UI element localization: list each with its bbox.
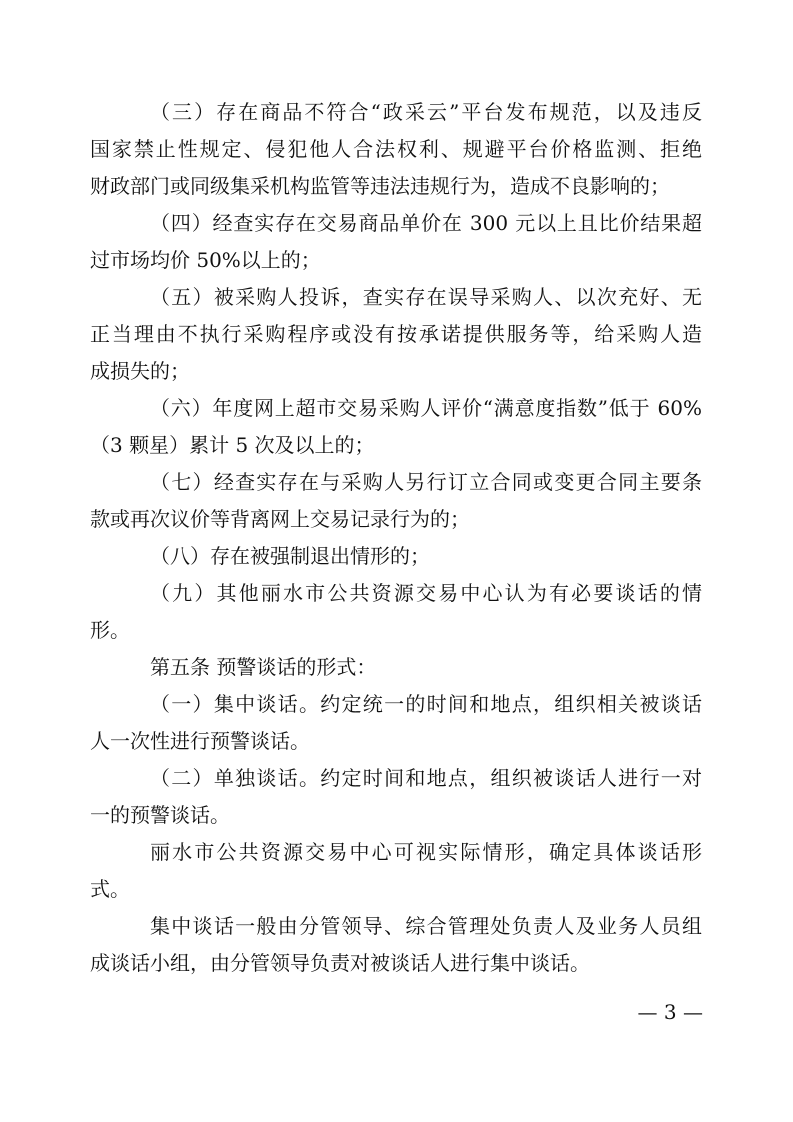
text-line: （六）年度网上超市交易采购人评价“满意度指数”低于 60% [150,396,702,420]
text-line: 式。 [90,877,130,901]
text-line: 成谈话小组，由分管领导负责对被谈话人进行集中谈话。 [90,951,590,975]
text-line: 一的预警谈话。 [90,803,230,827]
text-line: 款或再次议价等背离网上交易记录行为的； [90,507,470,531]
text-line: 国家禁止性规定、侵犯他人合法权利、规避平台价格监测、拒绝 [90,137,702,161]
text-line: 过市场均价 50%以上的； [90,248,321,272]
text-line: 财政部门或同级集采机构监管等违法违规行为，造成不良影响的； [90,174,670,198]
text-line: （五）被采购人投诉，查实存在误导采购人、以次充好、无 [150,285,702,309]
document-body [90,94,702,982]
text-line: （七）经查实存在与采购人另行订立合同或变更合同主要条 [150,470,702,494]
text-line: 成损失的； [90,359,190,383]
text-line: 人一次性进行预警谈话。 [90,729,310,753]
text-line: （四）经查实存在交易商品单价在 300 元以上且比价结果超 [150,211,702,235]
text-line: 丽水市公共资源交易中心可视实际情形，确定具体谈话形 [150,840,702,864]
text-line: （一）集中谈话。约定统一的时间和地点，组织相关被谈话 [150,692,702,716]
text-line: （3 颗星）累计 5 次及以上的； [90,433,375,457]
text-line: 形。 [90,618,130,642]
text-line: （三）存在商品不符合“政采云”平台发布规范，以及违反 [150,100,702,124]
text-line: 正当理由不执行采购程序或没有按承诺提供服务等，给采购人造 [90,322,702,346]
text-line: （九）其他丽水市公共资源交易中心认为有必要谈话的情 [150,581,702,605]
text-line: 集中谈话一般由分管领导、综合管理处负责人及业务人员组 [150,914,702,938]
section-heading: 第五条 预警谈话的形式： [150,655,377,679]
text-line: （二）单独谈话。约定时间和地点，组织被谈话人进行一对 [150,766,702,790]
text-line: （八）存在被强制退出情形的； [150,544,430,568]
page-number: — 3 — [637,1000,703,1024]
